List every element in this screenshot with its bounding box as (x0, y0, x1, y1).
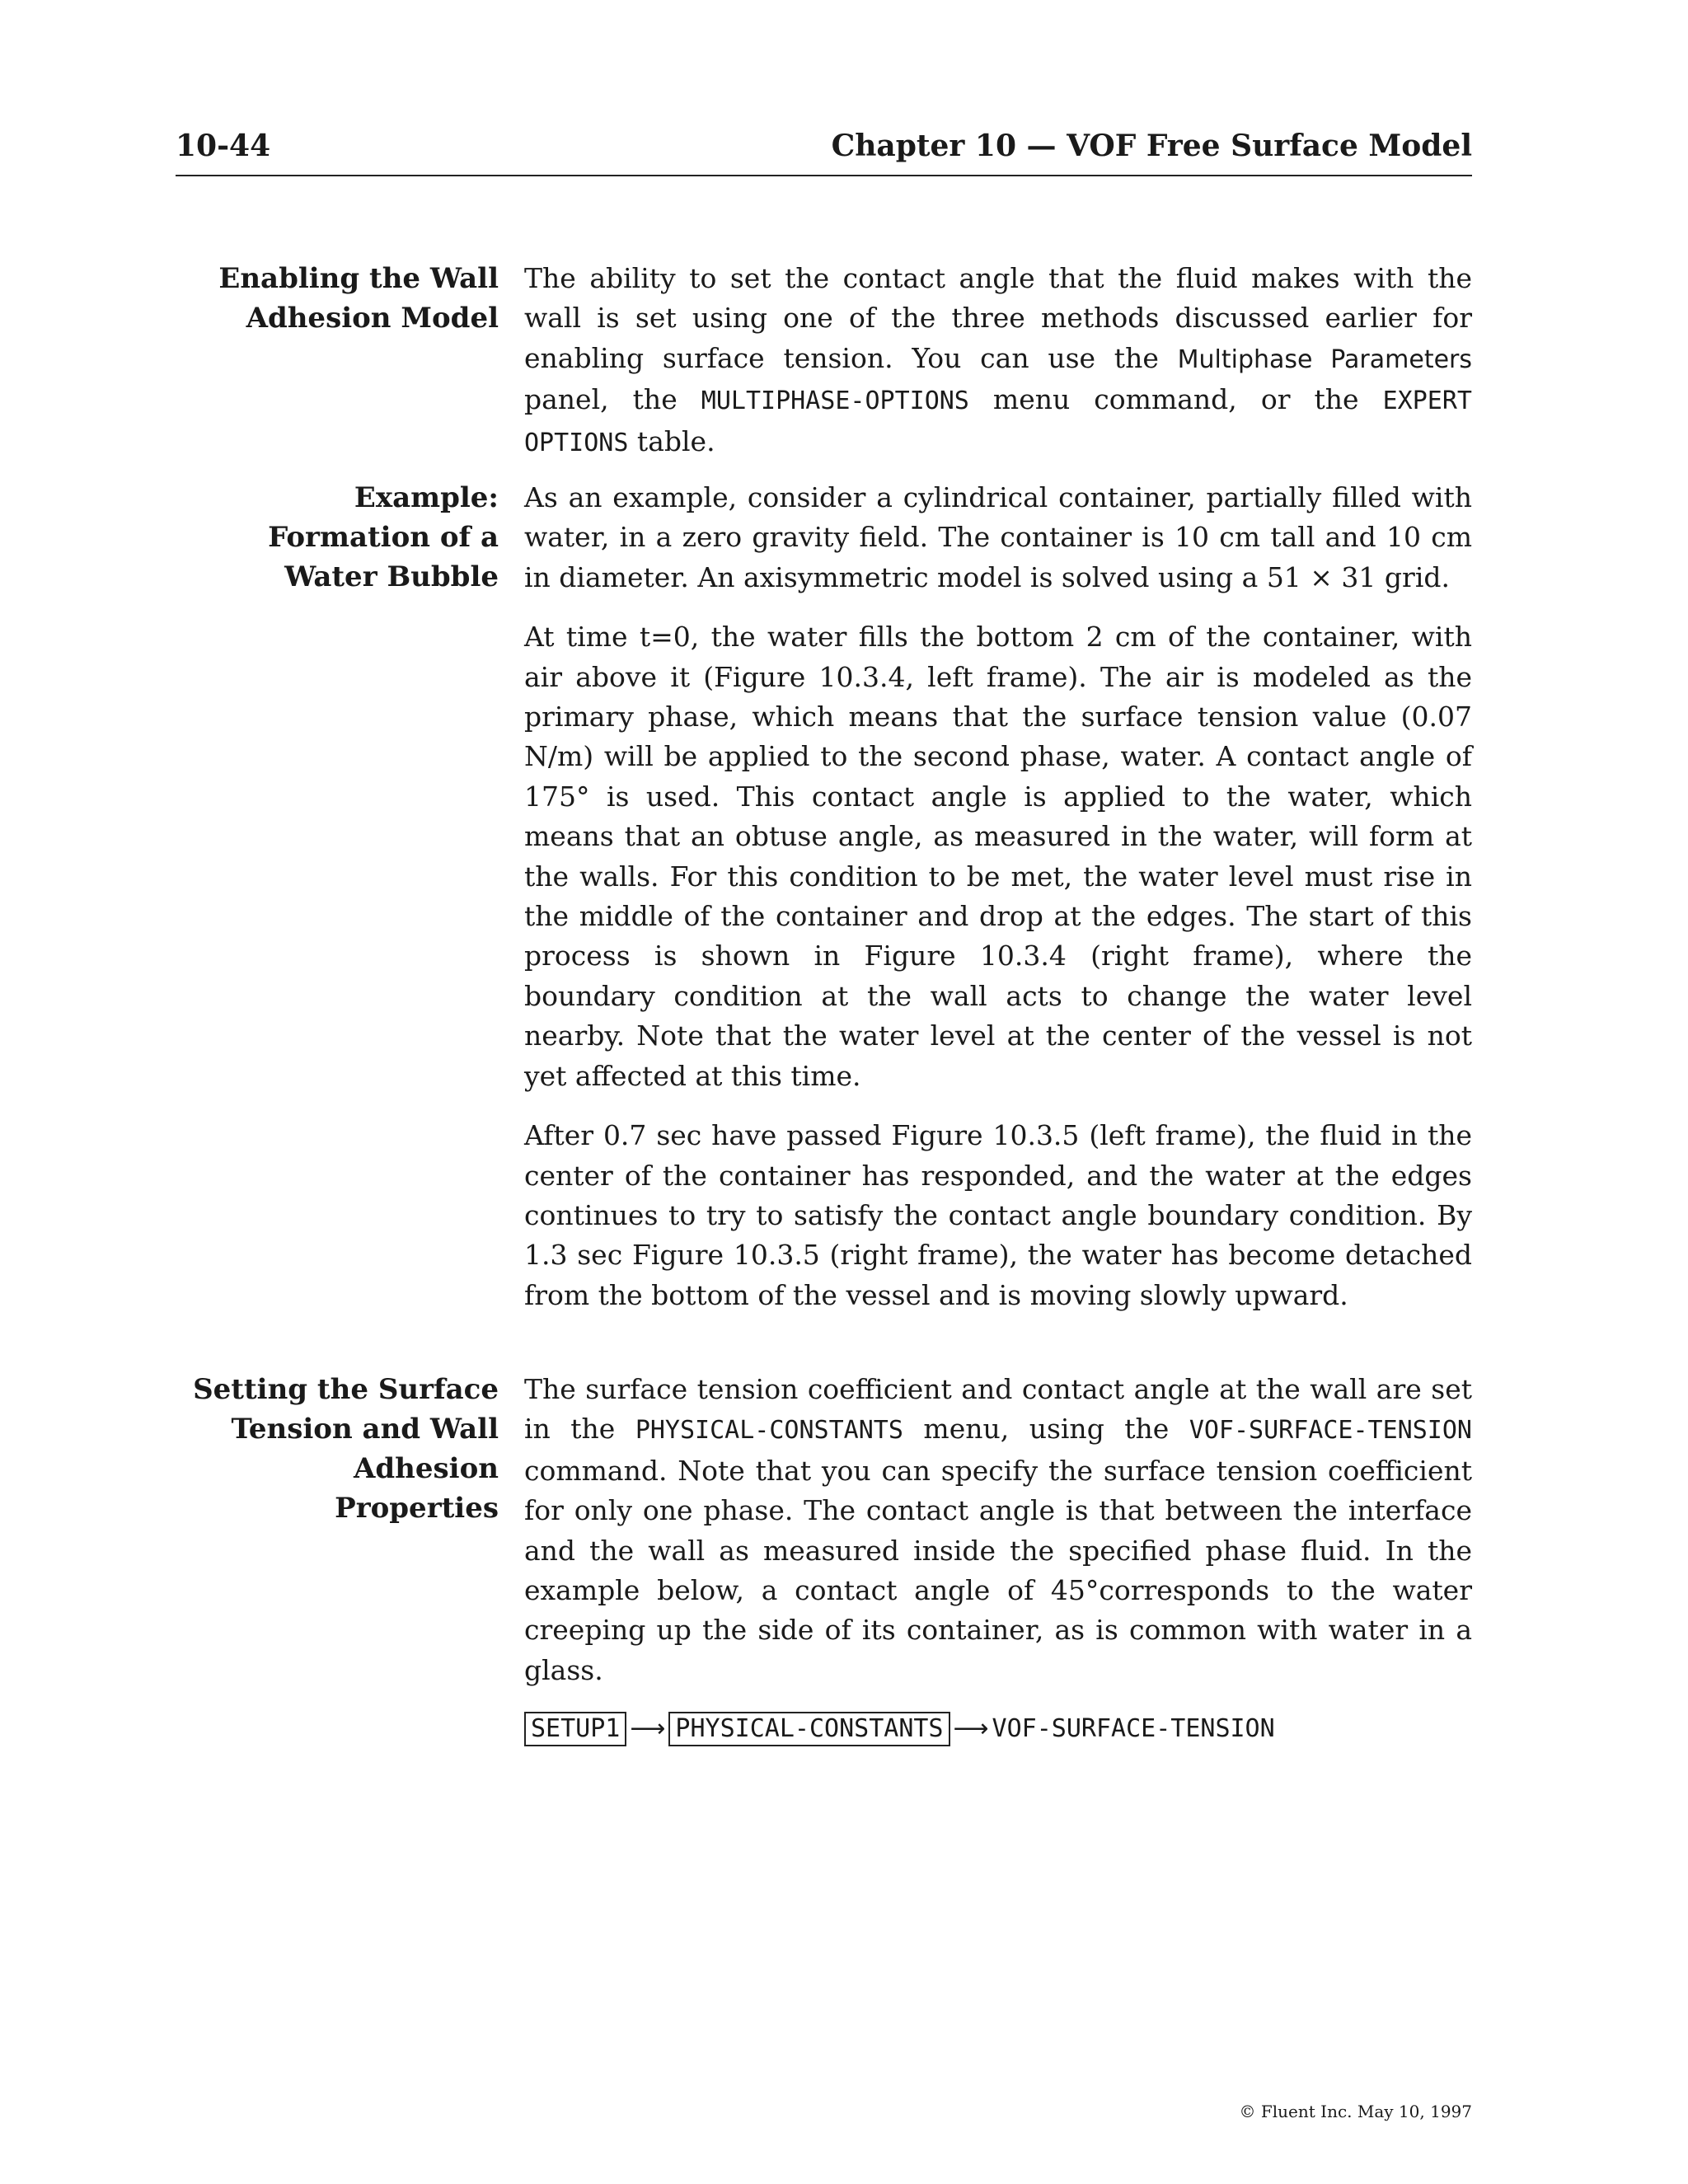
paragraph: At time t=0, the water fills the bottom 2 cm of the container, with air above it (Figure 10.3.4, left frame). The air is modeled as the primary phase, which means that the surface tension value (0.07 N/m) will be applied to the second phase, water. A contact angle of 175° is used. This contact angle is applied to the water, which means that an obtuse angle, as measured in the water, will form at the walls. For this condition to be met, the water level must rise in the middle of the container and drop at the edges. The start of this process is shown in Figure 10.3.4 (right frame), where the boundary condition at the wall acts to change the water level nearby. Note that the water level at the center of the vessel is not yet affected at this time. (524, 621, 1472, 1092)
footer-copyright: © Fluent Inc. May 10, 1997 (1239, 2102, 1472, 2121)
chapter-title: Chapter 10 — VOF Free Surface Model (831, 129, 1472, 163)
panel-name: Multiphase Parameters (1177, 344, 1472, 374)
body-example (524, 478, 1472, 1335)
menu-box-physical-constants: PHYSICAL-CONSTANTS (668, 1712, 950, 1746)
paragraph: After 0.7 sec have passed Figure 10.3.5 (left frame), the fluid in the center of the container has responded, and the water at the edges continues to try to satisfy the contact angle boundary condition. By 1.3 sec Figure 10.3.5 (right frame), the water has become detached from the bottom of the vessel and is moving slowly upward. (524, 1119, 1472, 1311)
side-heading-wall-adhesion: Enabling the Wall Adhesion Model (218, 262, 499, 335)
paragraph: The surface tension coefficient and contact angle at the wall are set in the PHYSICAL-CONSTANTS menu, using the VOF-SURFACE-TENSION command. Note that you can specify the surface tension coefficient for only one phase. The contact angle is that between the interface and the wall as measured inside the specified phase fluid. In the example below, a contact angle of 45°corresponds to the water creeping up the side of its container, as is common with water in a glass. (524, 1373, 1472, 1686)
menu-box-setup1: SETUP1 (524, 1712, 626, 1746)
arrow-icon: ⟶ (953, 1714, 989, 1744)
menu-name: PHYSICAL-CONSTANTS (635, 1416, 903, 1446)
paragraph: As an example, consider a cylindrical container, partially filled with water, in a zero gravity field. The container is 10 cm tall and 10 cm in diameter. An axisymmetric model is solved using a 51 × 31 grid. (524, 481, 1472, 593)
page-header (176, 124, 1472, 176)
body-wall-adhesion (524, 259, 1472, 483)
command-name: VOF-SURFACE-TENSION (1189, 1416, 1472, 1446)
arrow-icon: ⟶ (630, 1714, 666, 1744)
side-heading-example: Example: Formation of a Water Bubble (268, 481, 499, 593)
menu-command: MULTIPHASE-OPTIONS (701, 387, 969, 416)
page-number: 10-44 (176, 129, 271, 163)
body-surface-tension (524, 1370, 1472, 1748)
menu-command-vof-surface-tension: VOF-SURFACE-TENSION (992, 1714, 1275, 1744)
side-heading-surface-tension: Setting the Surface Tension and Wall Adhesion Properties (193, 1373, 499, 1525)
paragraph: The ability to set the contact angle that the fluid makes with the wall is set using one of the three methods discussed earlier for enabling surface tension. You can use the Multiphase Parameters panel, the MULTIPHASE-OPTIONS menu command, or the EXPERT OPTIONS table. (524, 262, 1472, 457)
menu-path (524, 1710, 1472, 1748)
table-name: EXPERT OPTIONS (524, 387, 1472, 457)
